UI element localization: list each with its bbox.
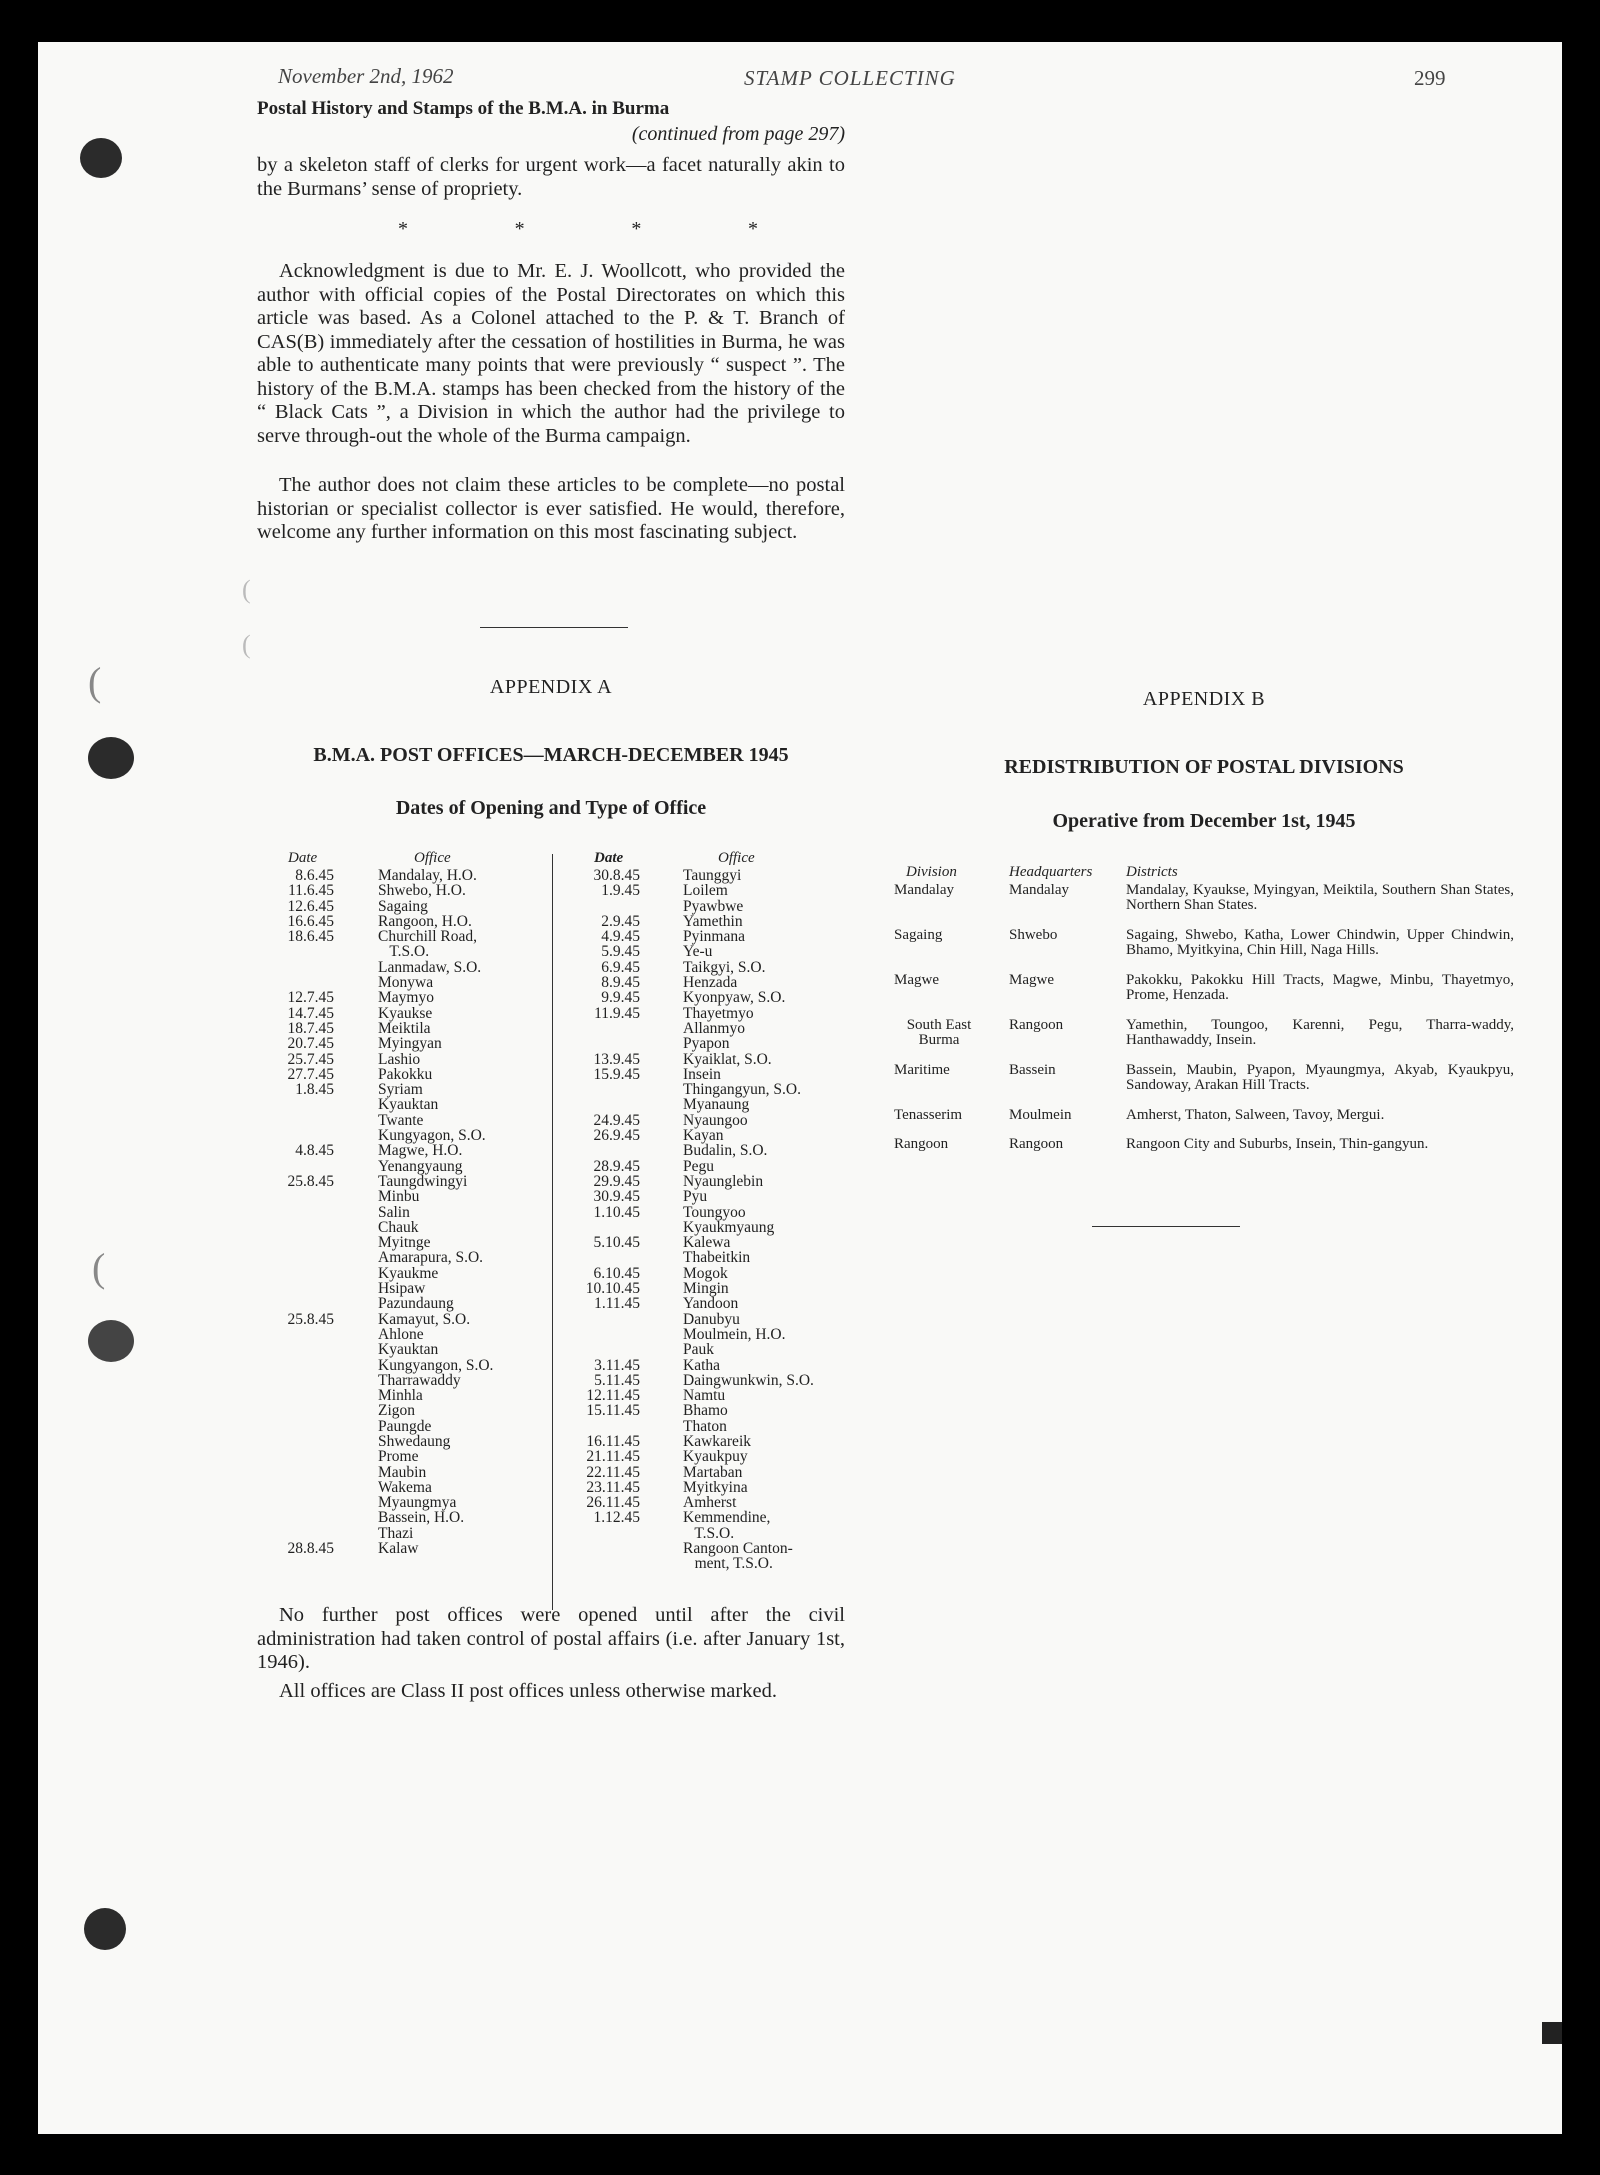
table-cell: Hsipaw	[378, 1280, 426, 1298]
table-cell: T.S.O.	[378, 943, 430, 961]
table-cell: Kyaukmyaung	[683, 1218, 775, 1236]
table-cell: 25.7.45	[287, 1050, 334, 1068]
table-cell: 9.9.45	[601, 989, 640, 1007]
table-cell: 21.11.45	[586, 1448, 640, 1466]
table-cell	[264, 1205, 334, 1220]
col-header-office: Office	[718, 850, 755, 866]
table-cell	[264, 1419, 334, 1434]
table-cell: Wakema	[378, 1478, 432, 1496]
headquarters-cell: Shwebo	[1009, 926, 1058, 943]
col-header-date: Date	[288, 850, 318, 866]
table-cell: 12.11.45	[586, 1387, 640, 1405]
binder-hole	[88, 1320, 134, 1362]
table-cell: Martaban	[683, 1463, 743, 1481]
table-cell: Salin	[378, 1203, 410, 1221]
districts-cell: Bassein, Maubin, Pyapon, Myaungmya, Akyab, Kyaukpyu, Sandoway, Arakan Hill Tracts.	[1126, 1061, 1514, 1093]
table-cell: 1.10.45	[593, 1203, 640, 1221]
table-cell	[264, 1495, 334, 1510]
table-cell: 8.6.45	[295, 867, 334, 884]
table-cell	[264, 1113, 334, 1128]
continued-note: (continued from page 297)	[631, 123, 845, 145]
table-cell	[264, 1266, 334, 1281]
table-cell: Kayan	[683, 1127, 724, 1145]
districts-cell: Pakokku, Pakokku Hill Tracts, Magwe, Minbu, Thayetmyo, Prome, Henzada.	[1126, 971, 1514, 1003]
table-cell: 11.9.45	[594, 1004, 640, 1022]
table-body	[894, 883, 1514, 1153]
table-cell: Kyaukme	[378, 1264, 439, 1282]
table-cell: Kyauktan	[378, 1096, 439, 1114]
table-cell: Pazundaung	[378, 1295, 454, 1313]
scan-mark: (	[92, 1245, 106, 1290]
table-cell: Thayetmyo	[683, 1004, 754, 1022]
table-cell: Kungyangon, S.O.	[378, 1356, 494, 1374]
header-page-number: 299	[1414, 66, 1446, 90]
header-magazine: STAMP COLLECTING	[744, 66, 956, 90]
table-cell: 8.9.45	[601, 974, 640, 992]
article-paragraph: by a skeleton staff of clerks for urgent work—a facet naturally akin to the Burmans’ sense of propriety.	[257, 154, 845, 200]
table-cell: Pakokku	[378, 1065, 433, 1083]
table-cell: Kyonpyaw, S.O.	[683, 989, 786, 1007]
table-cell: Pegu	[683, 1157, 714, 1175]
table-cell: Maymyo	[378, 989, 434, 1007]
table-cell: Kyauktan	[378, 1341, 439, 1359]
table-cell: 1.8.45	[295, 1081, 334, 1099]
table-cell: Yenangyaung	[378, 1157, 463, 1175]
star: *	[747, 218, 758, 240]
table-cell: Twante	[378, 1111, 424, 1129]
table-cell: Kawkareik	[683, 1432, 751, 1450]
table-cell: Monywa	[378, 974, 434, 992]
table-cell: Mingin	[683, 1280, 729, 1298]
right-dates-column	[568, 868, 640, 1572]
table-cell: Myaungmya	[378, 1494, 457, 1512]
table-cell: 1.12.45	[593, 1509, 640, 1527]
table-cell: Yandoon	[683, 1295, 739, 1313]
table-cell	[568, 1143, 640, 1158]
table-cell	[264, 1250, 334, 1265]
table-row	[894, 1018, 1514, 1049]
table-cell: Rangoon, H.O.	[378, 912, 472, 930]
article-paragraph: The author does not claim these articles to be complete—no postal historian or specialist collector is ever satisfied. He would, therefore, welcome any further information on this most fascinating subject.	[257, 474, 845, 543]
table-cell: 26.11.45	[586, 1494, 640, 1512]
table-cell: 10.10.45	[585, 1280, 640, 1298]
table-cell: Myitkyina	[683, 1478, 748, 1496]
table-cell: Mogok	[683, 1264, 728, 1282]
table-cell: 28.9.45	[593, 1157, 640, 1175]
table-cell: 6.10.45	[593, 1264, 640, 1282]
scan-mark: (	[242, 575, 251, 604]
table-cell: Nyaungoo	[683, 1111, 748, 1129]
table-cell: Loilem	[683, 882, 728, 900]
appendix-b-title: REDISTRIBUTION OF POSTAL DIVISIONS	[1004, 756, 1404, 778]
headquarters-cell: Bassein	[1009, 1061, 1056, 1078]
table-row	[894, 928, 1514, 959]
table-cell: Thaton	[683, 1417, 727, 1435]
col-header-headquarters: Headquarters	[1009, 864, 1093, 880]
table-cell	[568, 1036, 640, 1051]
table-cell: 13.9.45	[593, 1050, 640, 1068]
table-header	[894, 865, 1514, 881]
binder-hole	[84, 1908, 126, 1950]
table-cell: Minhla	[378, 1387, 423, 1405]
table-row	[894, 1063, 1514, 1094]
table-cell: 5.9.45	[601, 943, 640, 961]
article-title: Postal History and Stamps of the B.M.A. in Burma	[257, 98, 670, 119]
appendix-a-title: B.M.A. POST OFFICES—MARCH-DECEMBER 1945	[313, 744, 789, 766]
table-cell: 16.6.45	[287, 912, 334, 930]
table-cell: Thabeitkin	[683, 1249, 751, 1267]
table-cell: Amarapura, S.O.	[378, 1249, 484, 1267]
star: *	[514, 218, 525, 240]
table-cell: Tharrawaddy	[378, 1371, 461, 1389]
divider	[480, 627, 628, 628]
table-cell: Kalaw	[378, 1540, 419, 1558]
binder-hole	[88, 737, 134, 779]
table-cell: Shwedaung	[378, 1432, 451, 1450]
table-cell: 30.8.45	[593, 867, 640, 884]
table-cell	[568, 899, 640, 914]
page	[38, 42, 1562, 2134]
table-cell	[568, 1097, 640, 1112]
article-paragraph: Acknowledgment is due to Mr. E. J. Woollcott, who provided the author with official copies of the Postal Directorates on which this article was based. As a Colonel attached to the P. & T. Branch of CAS(B) immediately after the cessation of hostilities in Burma, he was able to authenticate many points that were previously “ suspect ”. The history of the B.M.A. stamps has been checked from the history of the “ Black Cats ”, a Division in which the author had the privilege to serve through-out the whole of the Burma campaign.	[257, 260, 845, 447]
districts-cell: Yamethin, Toungoo, Karenni, Pegu, Tharra-waddy, Hanthawaddy, Insein.	[1126, 1016, 1514, 1048]
division-cell: Mandalay	[894, 881, 954, 898]
table-cell: Pyinmana	[683, 928, 745, 946]
table-cell: Prome	[378, 1448, 419, 1466]
table-cell	[568, 1419, 640, 1434]
division-cell: Magwe	[894, 971, 939, 988]
col-header-office: Office	[414, 850, 451, 866]
table-cell: Insein	[683, 1065, 721, 1083]
table-cell: Nyaunglebin	[683, 1172, 764, 1190]
table-cell: Kemmendine,	[683, 1509, 771, 1527]
table-cell	[264, 944, 334, 959]
scan-mark: (	[242, 630, 251, 659]
table-cell	[264, 1434, 334, 1449]
division-cell: South East Burma	[906, 1016, 972, 1048]
table-cell	[568, 1327, 640, 1342]
table-row	[894, 883, 1514, 914]
table-cell: Syriam	[378, 1081, 423, 1099]
table-cell: 11.6.45	[288, 882, 334, 900]
table-cell	[264, 1388, 334, 1403]
table-cell: Danubyu	[683, 1310, 740, 1328]
table-cell: Chauk	[378, 1218, 419, 1236]
table-cell: Taikgyi, S.O.	[683, 958, 766, 976]
table-cell: 4.9.45	[601, 928, 640, 946]
headquarters-cell: Mandalay	[1009, 881, 1069, 898]
table-cell: 18.6.45	[287, 928, 334, 946]
districts-cell: Amherst, Thaton, Salween, Tavoy, Mergui.	[1126, 1106, 1385, 1123]
table-cell: Paungde	[378, 1417, 432, 1435]
table-cell: 28.8.45	[287, 1540, 334, 1558]
table-cell: Kyaukse	[378, 1004, 433, 1022]
division-cell: Maritime	[894, 1061, 950, 1078]
table-cell: Toungyoo	[683, 1203, 746, 1221]
table-cell: 25.8.45	[287, 1310, 334, 1328]
table-cell: Lanmadaw, S.O.	[378, 958, 482, 976]
districts-cell: Sagaing, Shwebo, Katha, Lower Chindwin, Upper Chindwin, Bhamo, Myitkyina, Chin Hill, Naga Hills.	[1126, 926, 1514, 958]
table-cell: Katha	[683, 1356, 721, 1374]
table-cell	[568, 1082, 640, 1097]
headquarters-cell: Rangoon	[1009, 1136, 1064, 1152]
table-cell	[264, 1281, 334, 1296]
table-cell: 15.11.45	[586, 1402, 640, 1420]
division-cell: Tenasserim	[894, 1106, 963, 1123]
table-cell	[568, 1541, 640, 1556]
table-cell: 4.8.45	[295, 1142, 334, 1160]
table-cell: 26.9.45	[593, 1127, 640, 1145]
star: *	[398, 218, 408, 240]
districts-cell: Rangoon City and Suburbs, Insein, Thin-gangyun.	[1126, 1136, 1429, 1152]
table-cell: Bhamo	[683, 1402, 728, 1420]
districts-cell: Mandalay, Kyaukse, Myingyan, Meiktila, Southern Shan States, Northern Shan States.	[1126, 881, 1514, 913]
division-cell: Rangoon	[894, 1136, 949, 1152]
table-cell: T.S.O.	[683, 1524, 735, 1542]
table-cell	[264, 1128, 334, 1143]
table-cell: Bassein, H.O.	[378, 1509, 465, 1527]
division-cell: Sagaing	[894, 926, 943, 943]
table-cell	[264, 975, 334, 990]
table-cell: Ye-u	[683, 943, 713, 961]
headquarters-cell: Moulmein	[1009, 1106, 1072, 1123]
table-cell: Myanaung	[683, 1096, 750, 1114]
table-cell: 15.9.45	[593, 1065, 640, 1083]
table-cell: Mandalay, H.O.	[378, 867, 477, 884]
table-cell: Myitnge	[378, 1234, 431, 1252]
table-cell	[264, 1235, 334, 1250]
table-cell	[264, 1159, 334, 1174]
table-cell: Churchill Road,	[378, 928, 478, 946]
table-cell: 20.7.45	[287, 1035, 334, 1053]
table-cell	[264, 1510, 334, 1525]
table-cell	[264, 1327, 334, 1342]
table-cell	[264, 1465, 334, 1480]
table-cell: 18.7.45	[287, 1019, 334, 1037]
table-cell: 12.7.45	[287, 989, 334, 1007]
table-cell: 23.11.45	[586, 1478, 640, 1496]
table-cell: Namtu	[683, 1387, 726, 1405]
table-cell	[264, 1342, 334, 1357]
table-cell: 1.9.45	[601, 882, 640, 900]
table-cell	[264, 1556, 334, 1571]
table-cell	[568, 1312, 640, 1327]
divider	[1092, 1226, 1240, 1227]
headquarters-cell: Magwe	[1009, 971, 1054, 988]
appendix-b-subtitle: Operative from December 1st, 1945	[1052, 810, 1356, 832]
table-cell: Kyaiklat, S.O.	[683, 1050, 772, 1068]
table-cell	[264, 1189, 334, 1204]
table-cell: Lashio	[378, 1050, 421, 1068]
table-cell	[568, 1250, 640, 1265]
table-cell: 25.8.45	[287, 1172, 334, 1190]
table-cell	[264, 1526, 334, 1541]
table-cell: Daingwunkwin, S.O.	[683, 1371, 814, 1389]
table-cell	[264, 1296, 334, 1311]
left-dates-column	[264, 868, 334, 1572]
table-cell: Yamethin	[683, 912, 743, 930]
table-cell: Kyaukpuy	[683, 1448, 748, 1466]
right-offices-column	[683, 868, 853, 1572]
table-cell: 29.9.45	[593, 1172, 640, 1190]
table-cell: Allanmyo	[683, 1019, 745, 1037]
table-cell: Kalewa	[683, 1234, 731, 1252]
table-row	[894, 1137, 1514, 1153]
table-cell: Pyawbwe	[683, 897, 744, 915]
table-cell: Magwe, H.O.	[378, 1142, 463, 1160]
table-cell: Sagaing	[378, 897, 428, 915]
table-cell: Kungyagon, S.O.	[378, 1127, 486, 1145]
table-cell	[264, 1220, 334, 1235]
table-row	[894, 1108, 1514, 1124]
table-cell: 5.11.45	[594, 1371, 640, 1389]
table-cell: Thingangyun, S.O.	[683, 1081, 801, 1099]
table-cell: 30.9.45	[593, 1188, 640, 1206]
headquarters-cell: Rangoon	[1009, 1016, 1064, 1033]
table-cell: Moulmein, H.O.	[683, 1325, 786, 1343]
table-cell: Budalin, S.O.	[683, 1142, 768, 1160]
table-cell: 5.10.45	[593, 1234, 640, 1252]
table-cell: 6.9.45	[601, 958, 640, 976]
table-cell	[264, 1097, 334, 1112]
table-cell	[568, 1526, 640, 1541]
table-cell	[264, 960, 334, 975]
table-cell	[264, 1403, 334, 1418]
col-header-districts: Districts	[1126, 864, 1178, 880]
table-cell	[264, 1480, 334, 1495]
col-header-date: Date	[594, 850, 624, 866]
table-cell: Kamayut, S.O.	[378, 1310, 471, 1328]
table-cell	[568, 1342, 640, 1357]
table-cell: Amherst	[683, 1494, 737, 1512]
table-cell: Taunggyi	[683, 867, 742, 884]
table-cell: Meiktila	[378, 1019, 431, 1037]
table-cell: 3.11.45	[594, 1356, 640, 1374]
table-cell: Maubin	[378, 1463, 427, 1481]
table-cell: 16.11.45	[586, 1432, 640, 1450]
table-cell: 24.9.45	[593, 1111, 640, 1129]
table-cell: 27.7.45	[287, 1065, 334, 1083]
table-cell: Zigon	[378, 1402, 416, 1420]
table-cell: ment, T.S.O.	[683, 1555, 773, 1573]
table-cell: Rangoon Canton-	[683, 1540, 793, 1558]
table-cell	[264, 1358, 334, 1373]
col-header-division: Division	[906, 864, 957, 880]
divisions-table	[894, 865, 1514, 1167]
table-cell: Pauk	[683, 1341, 714, 1359]
column-divider	[552, 854, 553, 1610]
left-offices-column	[378, 868, 548, 1556]
table-cell	[264, 1373, 334, 1388]
table-cell: Myingyan	[378, 1035, 442, 1053]
table-cell: 2.9.45	[601, 912, 640, 930]
header-date: November 2nd, 1962	[278, 64, 454, 88]
table-cell	[568, 1220, 640, 1235]
appendix-a-note: No further post offices were opened until after the civil administration had taken control of postal affairs (i.e. after January 1st, 1946).	[257, 1604, 845, 1673]
appendix-a-subtitle: Dates of Opening and Type of Office	[395, 797, 707, 819]
scan-mark: (	[88, 659, 102, 704]
edge-mark	[1542, 2022, 1562, 2044]
table-cell: Pyapon	[683, 1035, 730, 1053]
binder-hole	[80, 138, 122, 178]
table-cell: Minbu	[378, 1188, 420, 1206]
table-row	[894, 973, 1514, 1004]
table-cell	[264, 1449, 334, 1464]
table-cell: Taungdwingyi	[378, 1172, 468, 1190]
star: *	[631, 218, 642, 240]
table-cell: 1.11.45	[594, 1295, 640, 1313]
table-cell: Pyu	[683, 1188, 708, 1206]
section-break	[398, 218, 758, 241]
table-cell	[568, 1021, 640, 1036]
appendix-b-label: APPENDIX B	[1142, 688, 1266, 710]
table-cell: Shwebo, H.O.	[378, 882, 466, 900]
table-cell: Ahlone	[378, 1325, 424, 1343]
table-cell: 22.11.45	[586, 1463, 640, 1481]
table-cell: 14.7.45	[287, 1004, 334, 1022]
table-cell: 12.6.45	[287, 897, 334, 915]
appendix-a-note: All offices are Class II post offices unless otherwise marked.	[279, 1680, 777, 1702]
appendix-a-label: APPENDIX A	[489, 676, 613, 698]
table-cell: Henzada	[683, 974, 738, 992]
table-cell: Thazi	[378, 1524, 414, 1542]
table-cell	[568, 1556, 640, 1571]
